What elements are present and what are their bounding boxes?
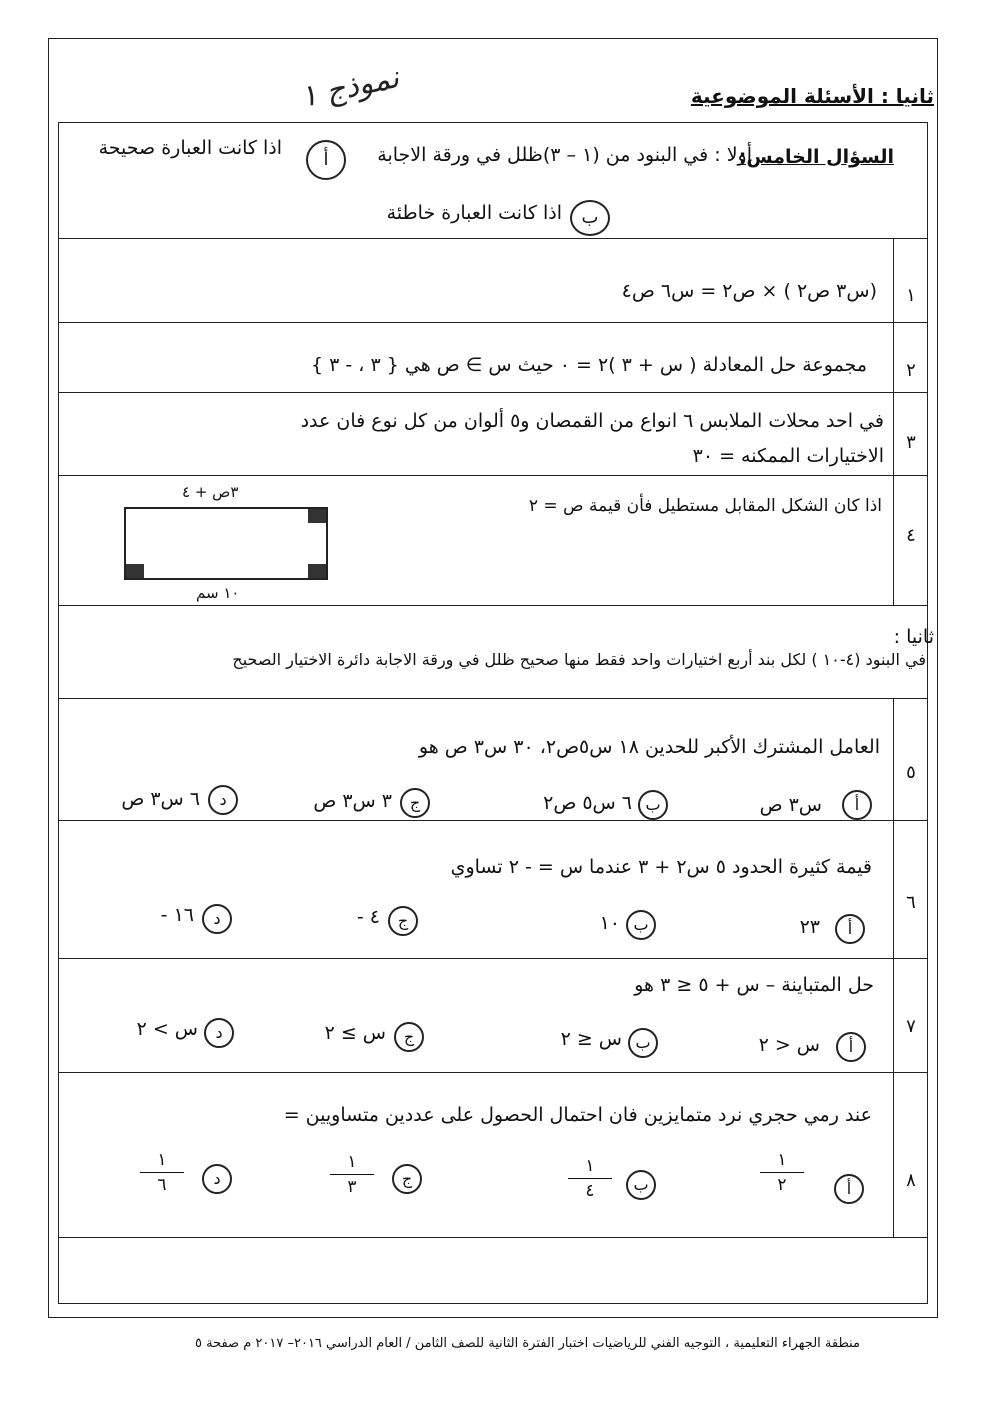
option-circle-c[interactable]: ج xyxy=(400,788,430,818)
item-number: ٤ xyxy=(906,525,916,546)
section-title: ثانيا : الأسئلة الموضوعية xyxy=(690,84,934,108)
fraction-d xyxy=(132,1150,192,1195)
item-4-text: اذا كان الشكل المقابل مستطيل فأن قيمة ص = ٢ xyxy=(528,496,882,516)
option-circle-c[interactable]: ج xyxy=(394,1022,424,1052)
item-5-question: العامل المشترك الأكبر للحدين ١٨ س٥ص٢، ٣٠ س٣ ص هو xyxy=(418,736,880,758)
option-text: س٣ ص xyxy=(759,794,822,816)
fraction-numerator: ١ xyxy=(585,1156,595,1176)
row-divider xyxy=(58,322,928,323)
option-circle-a[interactable]: أ xyxy=(834,1174,864,1204)
item-6-question: قيمة كثيرة الحدود ٥ س٢ + ٣ عندما س = - ٢ تساوي xyxy=(450,856,872,878)
row-divider xyxy=(58,1237,928,1238)
item-3-line1: في احد محلات الملابس ٦ انواع من القمصان و٥ ألوان من كل نوع فان عدد xyxy=(300,410,884,432)
fraction-denominator: ٣ xyxy=(347,1177,357,1197)
option-circle-a[interactable]: أ xyxy=(836,1032,866,1062)
option-circle-a[interactable]: أ xyxy=(835,914,865,944)
item-number: ٥ xyxy=(906,762,916,783)
option-text: - ٤ xyxy=(356,906,380,928)
row-divider xyxy=(58,820,928,821)
true-text: اذا كانت العبارة صحيحة xyxy=(98,137,282,159)
fraction-numerator: ١ xyxy=(157,1150,167,1170)
row-divider xyxy=(58,1072,928,1073)
fraction-denominator: ٦ xyxy=(157,1175,167,1195)
rectangle-figure xyxy=(124,507,328,580)
option-circle-b[interactable]: ب xyxy=(626,910,656,940)
item-number: ٣ xyxy=(906,432,916,453)
option-text: س < ٢ xyxy=(758,1034,820,1056)
false-text: اذا كانت العبارة خاطئة xyxy=(386,202,562,224)
row-divider xyxy=(58,392,928,393)
true-choice-circle: أ xyxy=(306,140,346,180)
item-2-text: مجموعة حل المعادلة ( س + ٣ )٢ = ٠ حيث س ∋ ص هي { ٣ ، - ٣ } xyxy=(311,354,867,376)
row-divider xyxy=(58,605,928,606)
option-circle-c[interactable]: ج xyxy=(392,1164,422,1194)
item-number: ٦ xyxy=(906,892,916,913)
item-number: ٨ xyxy=(906,1170,916,1191)
option-circle-d[interactable]: د xyxy=(202,904,232,934)
option-text: ٦ س٥ ص٢ xyxy=(543,792,632,814)
option-circle-b[interactable]: ب xyxy=(626,1170,656,1200)
option-text: - ١٦ xyxy=(160,904,194,926)
item-3-line2: الاختيارات الممكنه = ٣٠ xyxy=(692,445,884,467)
item-7-question: حل المتباينة – س + ٥ ≤ ٣ هو xyxy=(634,974,874,996)
fraction-a xyxy=(752,1150,812,1195)
rect-top-label: ٣ص + ٤ xyxy=(182,483,239,501)
item-number: ١ xyxy=(906,285,916,306)
row-divider xyxy=(58,475,928,476)
right-angle-mark xyxy=(308,564,326,578)
fraction-numerator: ١ xyxy=(777,1150,787,1170)
item-1-text: (س٣ ص٢ ) × ص٢ = س٦ ص٤ xyxy=(621,280,877,302)
right-angle-mark xyxy=(126,564,144,578)
item-number: ٧ xyxy=(906,1016,916,1037)
option-text: ٣ س٣ ص xyxy=(313,790,392,812)
option-circle-c[interactable]: ج xyxy=(388,906,418,936)
option-circle-b[interactable]: ب xyxy=(628,1028,658,1058)
option-text: ٦ س٣ ص xyxy=(121,788,200,810)
item-8-question: عند رمي حجري نرد متمايزين فان احتمال الحصول على عددين متساويين = xyxy=(283,1104,872,1126)
part2-title: ثانيا : xyxy=(893,626,934,648)
handwritten-signature: نموذج ١ xyxy=(297,60,403,115)
option-circle-a[interactable]: أ xyxy=(842,790,872,820)
false-choice-circle: ب xyxy=(570,200,610,236)
right-angle-mark xyxy=(308,509,326,523)
q5-label: السؤال الخامس: xyxy=(738,146,894,168)
page-footer: منطقة الجهراء التعليمية ، التوجيه الفني للرياضيات اختبار الفترة الثانية للصف الثامن / العام الدراسي ٢٠١٦– ٢٠١٧ م صفحة ٥ xyxy=(195,1336,860,1351)
option-text: ٢٣ xyxy=(799,916,820,938)
option-text: ١٠ xyxy=(599,912,620,934)
row-divider xyxy=(58,958,928,959)
item-number: ٢ xyxy=(906,360,916,381)
option-text: س ≥ ٢ xyxy=(324,1022,386,1044)
q5-instruction: أولا : في البنود من (١ – ٣)ظلل في ورقة الاجابة xyxy=(377,144,752,166)
option-text: س ≤ ٢ xyxy=(560,1028,622,1050)
part2-instruction: في البنود (٤-١٠ ) لكل بند أربع اختيارات واحد فقط منها صحيح ظلل في ورقة الاجابة دائرة الاختيار الصحيح xyxy=(232,650,926,669)
option-circle-d[interactable]: د xyxy=(202,1164,232,1194)
fraction-denominator: ٢ xyxy=(777,1175,787,1195)
fraction-numerator: ١ xyxy=(347,1152,357,1172)
row-divider xyxy=(58,698,928,699)
row-divider xyxy=(58,238,928,239)
fraction-denominator: ٤ xyxy=(585,1181,595,1201)
option-circle-b[interactable]: ب xyxy=(638,790,668,820)
option-circle-d[interactable]: د xyxy=(204,1018,234,1048)
rect-bottom-label: ١٠ سم xyxy=(196,584,240,602)
fraction-b xyxy=(560,1156,620,1201)
option-circle-d[interactable]: د xyxy=(208,785,238,815)
fraction-c xyxy=(322,1152,382,1197)
option-text: س > ٢ xyxy=(136,1018,198,1040)
